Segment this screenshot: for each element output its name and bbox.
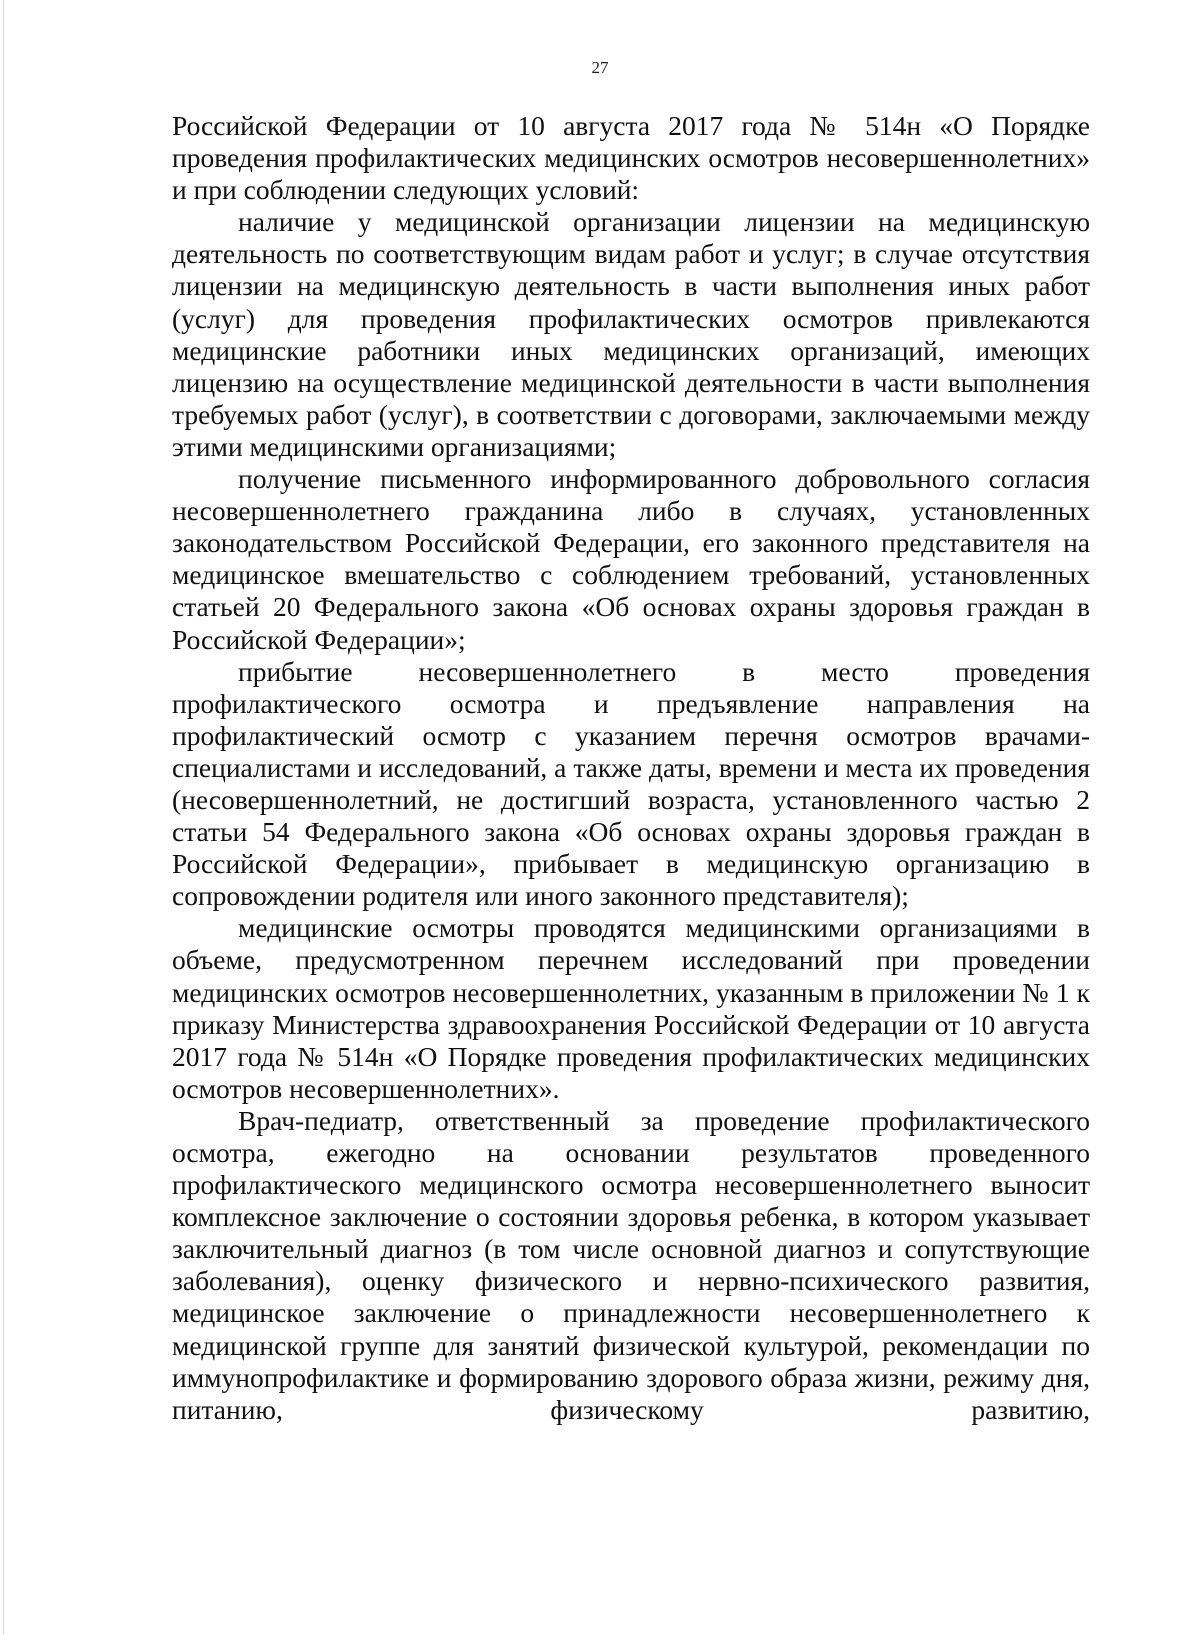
paragraph-pediatrician-conclusion: Врач-педиатр, ответственный за проведение профилактического осмотра, ежегодно на основании результатов проведенного профилактического медицинского осмотра несовершеннолетнего выносит комплексное заключение о состоянии здоровья ребенка, в котором указывает заключительный диагноз (в том числе основной диагноз и сопутствующие заболевания), оценку физического и нервно-психического развития, медицинское заключение о принадлежности несовершеннолетнего к медицинской группе для занятий физической культурой, рекомендации по иммунопрофилактике и формированию здорового образа жизни, режиму дня, питанию, физическому развитию, — [172, 1104, 1090, 1425]
paragraph-scope-condition: медицинские осмотры проводятся медицинскими организациями в объеме, предусмотренном перечнем исследований при проведении медицинских осмотров несовершеннолетних, указанным в приложении № 1 к приказу Министерства здравоохранения Российской Федерации от 10 августа 2017 года № 514н «О Порядке проведения профилактических медицинских осмотров несовершеннолетних». — [172, 912, 1090, 1104]
paragraph-license-condition: наличие у медицинской организации лицензии на медицинскую деятельность по соответствующим видам работ и услуг; в случае отсутствия лицензии на медицинскую деятельность в части выполнения иных работ (услуг) для проведения профилактических осмотров привлекаются медицинские работники иных медицинских организаций, имеющих лицензию на осуществление медицинской деятельности в части выполнения требуемых работ (услуг), в соответствии с договорами, заключаемыми между этими медицинскими организациями; — [172, 206, 1090, 462]
scan-edge-line — [3, 0, 4, 1635]
paragraph-consent-condition: получение письменного информированного добровольного согласия несовершеннолетнего гражданина либо в случаях, установленных законодательством Российской Федерации, его законного представителя на медицинское вмешательство с соблюдением требований, установленных статьей 20 Федерального закона «Об основах охраны здоровья граждан в Российской Федерации»; — [172, 463, 1090, 655]
paragraph-arrival-condition: прибытие несовершеннолетнего в место проведения профилактического осмотра и предъявление направления на профилактический осмотр с указанием перечня осмотров врачами-специалистами и исследований, а также даты, времени и места их проведения (несовершеннолетний, не достигший возраста, установленного частью 2 статьи 54 Федерального закона «Об основах охраны здоровья граждан в Российской Федерации», прибывает в медицинскую организацию в сопровождении родителя или иного законного представителя); — [172, 655, 1090, 912]
document-body — [172, 110, 1090, 1426]
paragraph-continuation: Российской Федерации от 10 августа 2017 года № 514н «О Порядке проведения профилактических медицинских осмотров несовершеннолетних» и при соблюдении следующих условий: — [172, 110, 1090, 206]
page-number: 27 — [591, 58, 609, 77]
